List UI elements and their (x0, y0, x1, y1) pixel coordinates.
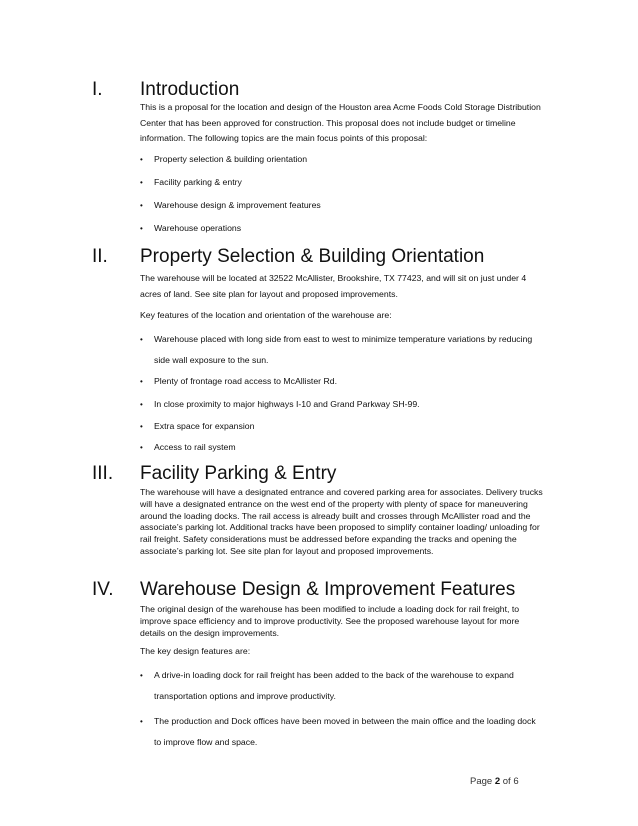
section-number: III. (92, 463, 114, 484)
bullet-icon: • (140, 717, 143, 726)
bullet-icon: • (140, 201, 143, 210)
intro-paragraph: This is a proposal for the location and design of the Houston area Acme Foods Cold Storage Distribution Center that has been approved for construction. This proposal does not include budget or timeline information. The following topics are the main focus points of this proposal: (140, 102, 541, 143)
page-label: Page (470, 776, 493, 787)
page-total: of 6 (502, 776, 519, 787)
design-paragraph: The original design of the warehouse has been modified to include a loading dock for rail freight, to improve space efficiency and to improve productivity. See the proposed warehouse layout for more details on the design improvements. (140, 604, 520, 638)
page-footer (470, 776, 519, 787)
section-title: Warehouse Design & Improvement Features (140, 579, 516, 600)
section-number: I. (92, 79, 103, 100)
parking-paragraph: The warehouse will have a designated entrance and covered parking area for associates. Delivery trucks will have a designated entrance on the west end of the property with plenty of space for maneuvering around the loading docks. The rail access is already built and crosses through McAllister road and the associate’s parking lot. Additional tracks have been proposed to simplify container loading/ unloading for rail freight. Safety considerations must be addressed before expanding the tracks and opening the associate’s parking lot. See site plan for layout and proposed improvements. (140, 487, 543, 556)
document-page: I. Introduction This is a proposal for the location and design of the Houston area Acme Foods Cold Storage Distribution Center that has been approved for construction. This proposal does not include budget or timeline information. The following topics are the main focus points of this proposal: • Property selection & building orientation • Facility parking & entry • Warehouse design & improvement features • Warehouse operations II. Property Selection & Building Orientation The warehouse will be located at 32522 McAllister, Brookshire, TX 77423, and will sit on just under 4 acres of land. See site plan for layout and proposed improvements. Key features of the location and orientation of the warehouse are: • Warehouse placed with long side from east to west to minimize temperature variations by reducing side wall exposure to the sun. • Plenty of frontage road access to McAllister Rd. • In close proximity to major highways I-10 and Grand Parkway SH-99. • Extra space for expansion • Access to rail system III. Facility Parking & Entry The warehouse will have a designated entrance and covered parking area for associates. Delivery trucks will have a designated entrance on the west end of the property with plenty of space for maneuvering around the loading docks. The rail access is already built and crosses through McAllister road and the associate’s parking lot. Additional tracks have been proposed to simplify container loading/ unloading for rail freight. Safety considerations must be addressed before expanding the tracks and opening the associate’s parking lot. See site plan for layout and proposed improvements. IV. Warehouse Design & Improvement Features The original design of the warehouse has been modified to include a loading dock for rail freight, to improve space efficiency and to improve productivity. See the proposed warehouse layout for more details on the design improvements. The key design features are: • A drive-in loading dock for rail freight has been added to the back of the warehouse to expand transportation options and improve productivity. • The production and Dock offices have been moved in between the main office and the loading dock to improve flow and space. Page 2 of 6 (0, 0, 638, 826)
bullet-icon: • (140, 224, 143, 233)
section-title: Facility Parking & Entry (140, 463, 337, 484)
key-features-intro: Key features of the location and orientation of the warehouse are: (140, 310, 392, 320)
section-title: Introduction (140, 79, 240, 100)
bullet-icon: • (140, 155, 143, 164)
section-number: IV. (92, 579, 114, 600)
bullet-icon: • (140, 377, 143, 386)
bullet-icon: • (140, 671, 143, 680)
bullet-icon: • (140, 335, 143, 344)
bullet-icon: • (140, 400, 143, 409)
bullet-icon: • (140, 443, 143, 452)
bullet-icon: • (140, 422, 143, 431)
section-title: Property Selection & Building Orientation (140, 246, 485, 267)
property-paragraph: The warehouse will be located at 32522 McAllister, Brookshire, TX 77423, and will sit on just under 4 acres of land. See site plan for layout and proposed improvements. (140, 273, 527, 299)
page-number: 2 (494, 776, 501, 787)
key-design-intro: The key design features are: (140, 646, 251, 656)
bullet-icon: • (140, 178, 143, 187)
section-number: II. (92, 246, 108, 267)
